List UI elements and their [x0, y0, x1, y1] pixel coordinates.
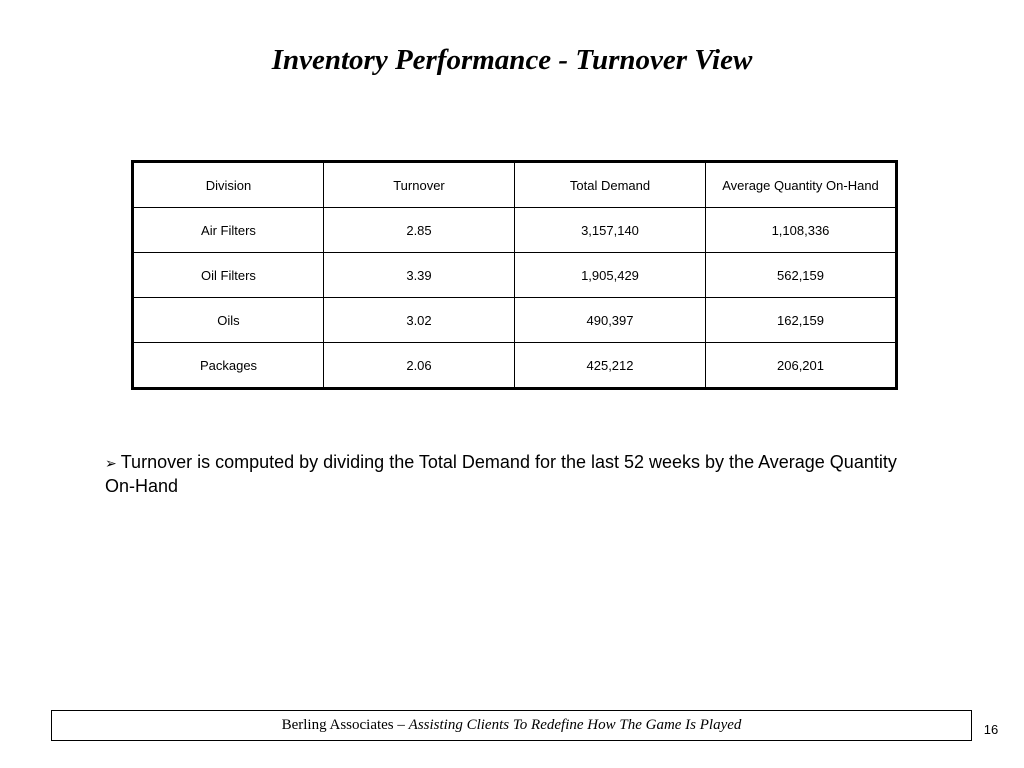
slide-title: Inventory Performance - Turnover View: [271, 44, 753, 76]
header-turnover: Turnover: [324, 162, 515, 208]
arrow-bullet-icon: ➢: [105, 455, 117, 471]
average-quantity-cell: 162,159: [706, 298, 897, 343]
table-header-row: [133, 162, 897, 208]
average-quantity-cell: 206,201: [706, 343, 897, 389]
table-row: [133, 298, 897, 343]
header-average-quantity: Average Quantity On-Hand: [706, 162, 897, 208]
turnover-cell: 3.39: [324, 253, 515, 298]
total-demand-cell: 490,397: [515, 298, 706, 343]
footer-tagline: Assisting Clients To Redefine How The Game Is Played: [408, 717, 742, 733]
average-quantity-cell: 562,159: [706, 253, 897, 298]
total-demand-cell: 425,212: [515, 343, 706, 389]
total-demand-cell: 3,157,140: [515, 208, 706, 253]
division-cell: Oils: [133, 298, 324, 343]
turnover-table: [131, 160, 898, 390]
turnover-cell: 2.06: [324, 343, 515, 389]
footer-bar: [51, 710, 972, 741]
table-row: [133, 343, 897, 389]
footer-separator: –: [393, 717, 409, 733]
turnover-cell: 2.85: [324, 208, 515, 253]
table-row: [133, 253, 897, 298]
turnover-cell: 3.02: [324, 298, 515, 343]
table-row: [133, 208, 897, 253]
header-total-demand: Total Demand: [515, 162, 706, 208]
footer-company: Berling Associates: [281, 717, 394, 733]
total-demand-cell: 1,905,429: [515, 253, 706, 298]
division-cell: Air Filters: [133, 208, 324, 253]
turnover-note: [105, 451, 925, 498]
note-text: Turnover is computed by dividing the Total Demand for the last 52 weeks by the Average Quantity On-Hand: [105, 452, 897, 496]
division-cell: Oil Filters: [133, 253, 324, 298]
division-cell: Packages: [133, 343, 324, 389]
page-number: 16: [983, 722, 999, 737]
header-division: Division: [133, 162, 324, 208]
average-quantity-cell: 1,108,336: [706, 208, 897, 253]
